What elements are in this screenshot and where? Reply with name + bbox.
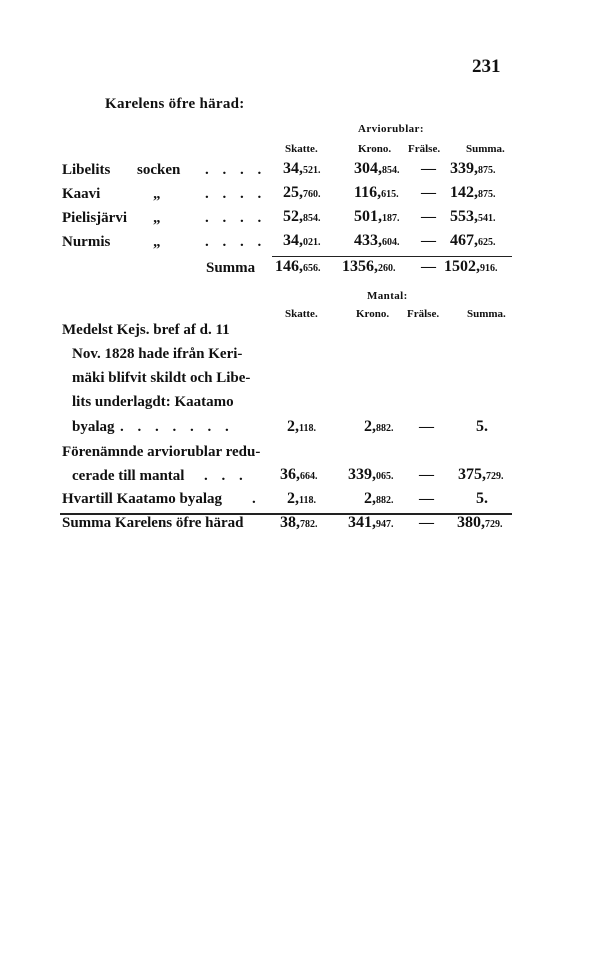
- note-line: lits underlagdt: Kaatamo: [72, 394, 234, 410]
- skatte-dec: 656.: [303, 263, 321, 274]
- row-kind: socken: [137, 162, 181, 178]
- row-name: Kaavi: [62, 186, 101, 202]
- summa-int: 1502,: [444, 258, 480, 275]
- dot-leader: . . . .: [205, 210, 267, 226]
- krono-value: [354, 232, 400, 250]
- skatte-int: 34,: [283, 160, 303, 177]
- dot-leader: . . . . . . .: [120, 419, 234, 435]
- note-line: mäki blifvit skildt och Libe-: [72, 370, 251, 386]
- fralse-value: —: [421, 161, 436, 177]
- summa-value: [450, 184, 496, 202]
- krono-int: 2,: [364, 418, 376, 435]
- grand-total-label: Summa Karelens öfre härad: [62, 515, 244, 531]
- skatte-dec: 664.: [300, 471, 318, 482]
- summa-int: 142,: [450, 184, 478, 201]
- arviorublar-header: Arviorublar:: [358, 123, 424, 135]
- skatte-int: 52,: [283, 208, 303, 225]
- krono-value: [364, 418, 394, 436]
- col-fralse-header: Frälse.: [408, 143, 441, 155]
- fralse-value: —: [419, 491, 434, 507]
- grand-total-skatte: [280, 514, 318, 532]
- fralse-value: —: [421, 209, 436, 225]
- skatte-value: [283, 208, 321, 226]
- skatte-value: [283, 160, 321, 178]
- page-number: 231: [472, 56, 501, 77]
- summa-dec: 916.: [480, 263, 498, 274]
- skatte-dec: 521.: [303, 165, 321, 176]
- krono-int: 341,: [348, 514, 376, 531]
- skatte-dec: 118.: [299, 495, 316, 506]
- grand-total-summa: [457, 514, 503, 532]
- skatte-dec: 854.: [303, 213, 321, 224]
- row-kind: „: [153, 210, 161, 226]
- skatte-dec: 021.: [303, 237, 321, 248]
- krono-int: 116,: [354, 184, 382, 201]
- col-summa-header: Summa.: [466, 143, 505, 155]
- summa-int: 339,: [450, 160, 478, 177]
- total-skatte: [275, 258, 321, 276]
- col-fralse-header: Frälse.: [407, 308, 440, 320]
- krono-dec: 065.: [376, 471, 394, 482]
- krono-dec: 854.: [382, 165, 400, 176]
- skatte-int: 2,: [287, 418, 299, 435]
- row-name: Nurmis: [62, 234, 111, 250]
- krono-int: 339,: [348, 466, 376, 483]
- summa-dec: 625.: [478, 237, 496, 248]
- skatte-int: 146,: [275, 258, 303, 275]
- skatte-value: [287, 418, 316, 436]
- total-krono: [342, 258, 396, 276]
- summa-dec: 541.: [478, 213, 496, 224]
- dot-leader: . . . .: [205, 162, 267, 178]
- forenamnde-line: Förenämnde arviorublar redu-: [62, 444, 261, 460]
- krono-dec: 882.: [376, 495, 394, 506]
- dot-leader: . . .: [204, 468, 248, 484]
- dot-leader: . . . .: [205, 234, 267, 250]
- krono-int: 501,: [354, 208, 382, 225]
- summa-value: 5.: [476, 490, 488, 507]
- hvartill-label: Hvartill Kaatamo byalag: [62, 491, 222, 507]
- byalag-label: byalag: [72, 419, 115, 435]
- fralse-value: —: [421, 233, 436, 249]
- skatte-int: 2,: [287, 490, 299, 507]
- skatte-int: 36,: [280, 466, 300, 483]
- total-label: Summa: [206, 260, 256, 276]
- summa-dec: 729.: [486, 471, 504, 482]
- skatte-value: [283, 232, 321, 250]
- krono-dec: 187.: [382, 213, 400, 224]
- mantal-header: Mantal:: [367, 290, 408, 302]
- row-kind: „: [153, 234, 161, 250]
- fralse-value: —: [419, 419, 434, 435]
- summa-value: [450, 160, 496, 178]
- summa-int: 467,: [450, 232, 478, 249]
- krono-value: [348, 466, 394, 484]
- skatte-int: 25,: [283, 184, 303, 201]
- summa-value: [450, 208, 496, 226]
- col-skatte-header: Skatte.: [285, 308, 318, 320]
- col-summa-header: Summa.: [467, 308, 506, 320]
- total-summa: [444, 258, 498, 276]
- dot-leader: . . . .: [205, 186, 267, 202]
- col-krono-header: Krono.: [358, 143, 392, 155]
- krono-value: [364, 490, 394, 508]
- row-kind: „: [153, 186, 161, 202]
- krono-int: 304,: [354, 160, 382, 177]
- grand-total-fralse: —: [419, 515, 434, 531]
- note-line: Nov. 1828 hade ifrån Keri-: [72, 346, 243, 362]
- skatte-int: 34,: [283, 232, 303, 249]
- skatte-dec: 118.: [299, 423, 316, 434]
- summa-value: 5.: [476, 418, 488, 435]
- krono-value: [354, 160, 400, 178]
- row-name: Libelits: [62, 162, 111, 178]
- summa-int: 380,: [457, 514, 485, 531]
- krono-dec: 882.: [376, 423, 394, 434]
- krono-int: 2,: [364, 490, 376, 507]
- krono-value: [354, 184, 399, 202]
- grand-total-krono: [348, 514, 394, 532]
- krono-dec: 947.: [376, 519, 394, 530]
- forenamnde-label: cerade till mantal: [72, 468, 185, 484]
- summa-dec: 875.: [478, 189, 496, 200]
- row-name: Pielisjärvi: [62, 210, 127, 226]
- krono-value: [354, 208, 400, 226]
- skatte-dec: 760.: [303, 189, 321, 200]
- krono-dec: 604.: [382, 237, 400, 248]
- skatte-value: [287, 490, 316, 508]
- skatte-dec: 782.: [300, 519, 318, 530]
- dot-leader: .: [252, 491, 256, 507]
- krono-int: 1356,: [342, 258, 378, 275]
- sum-rule: [272, 256, 512, 257]
- krono-dec: 260.: [378, 263, 396, 274]
- krono-dec: 615.: [381, 189, 399, 200]
- section-title: Karelens öfre härad:: [105, 96, 245, 112]
- summa-value: [458, 466, 504, 484]
- summa-value: [450, 232, 496, 250]
- summa-dec: 729.: [485, 519, 503, 530]
- fralse-value: —: [421, 185, 436, 201]
- summa-int: 553,: [450, 208, 478, 225]
- skatte-value: [280, 466, 318, 484]
- col-krono-header: Krono.: [356, 308, 390, 320]
- skatte-int: 38,: [280, 514, 300, 531]
- total-fralse: —: [421, 259, 436, 275]
- col-skatte-header: Skatte.: [285, 143, 318, 155]
- note-line: Medelst Kejs. bref af d. 11: [62, 322, 230, 338]
- summa-int: 375,: [458, 466, 486, 483]
- krono-int: 433,: [354, 232, 382, 249]
- skatte-value: [283, 184, 321, 202]
- fralse-value: —: [419, 467, 434, 483]
- summa-dec: 875.: [478, 165, 496, 176]
